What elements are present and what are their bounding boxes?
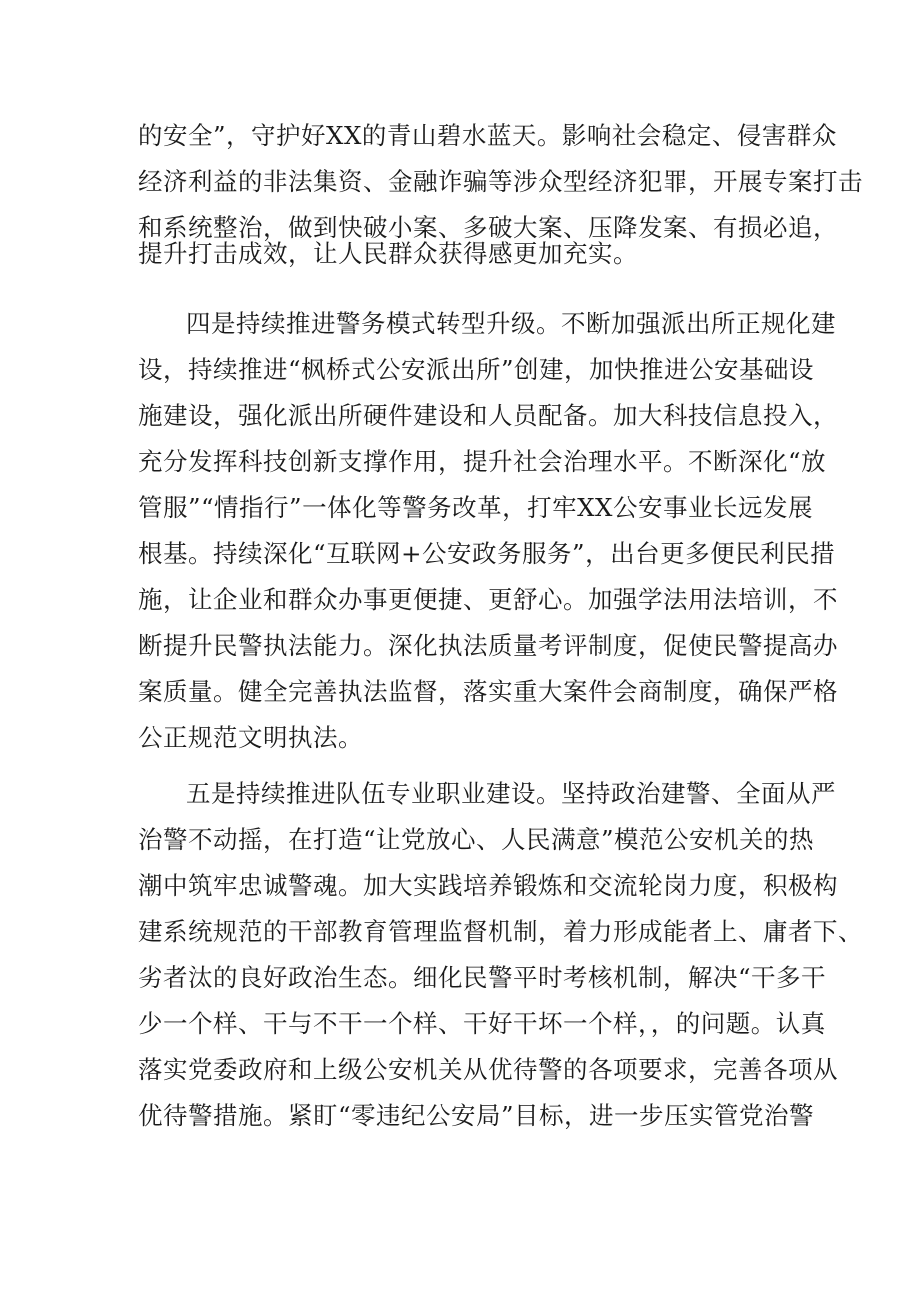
text-line: 充分发挥科技创新支撑作用，提升社会治理水平。不断深化“放 xyxy=(138,447,827,476)
text-line: 设，持续推进“枫桥式公安派出所”创建，加快推进公安基础设 xyxy=(138,355,815,384)
text-line: 案质量。健全完善执法监督，落实重大案件会商制度，确保严格 xyxy=(138,677,838,706)
text-line: 少一个样、干与不干一个样、干好干坏一个样，，的问题。认真 xyxy=(138,1009,826,1038)
text-line: 公正规范文明执法。 xyxy=(138,723,363,752)
text-line: 潮中筑牢忠诚警魂。加大实践培养锻炼和交流轮岗力度，积极构 xyxy=(138,871,838,900)
paragraph-first-line: 四是持续推进警务模式转型升级。不断加强派出所正规化建 xyxy=(186,309,836,338)
text-line: 经济利益的非法集资、金融诈骗等涉众型经济犯罪，开展专案打击 xyxy=(138,167,863,196)
text-line: 施，让企业和群众办事更便捷、更舒心。加强学法用法培训，不 xyxy=(138,585,838,614)
text-line: 施建设，强化派出所硬件建设和人员配备。加大科技信息投入， xyxy=(138,401,838,430)
paragraph-first-line: 五是持续推进队伍专业职业建设。坚持政治建警、全面从严 xyxy=(186,779,836,808)
text-line: 优待警措施。紧盯“零违纪公安局”目标，进一步压实管党治警 xyxy=(138,1101,815,1130)
text-line: 的安全”，守护好XX的青山碧水蓝天。影响社会稳定、侵害群众 xyxy=(138,121,837,150)
text-line: 提升打击成效，让人民群众获得感更加充实。 xyxy=(138,239,638,268)
text-line: 根基。持续深化“互联网+公安政务服务”，出台更多便民利民措 xyxy=(138,539,836,568)
text-line: 和系统整治，做到快破小案、多破大案、压降发案、有损必追， xyxy=(138,213,838,242)
text-line: 治警不动摇，在打造“让党放心、人民满意”模范公安机关的热 xyxy=(138,825,815,854)
text-line: 断提升民警执法能力。深化执法质量考评制度，促使民警提高办 xyxy=(138,631,838,660)
text-line: 建系统规范的干部教育管理监督机制，着力形成能者上、庸者下、 xyxy=(138,917,863,946)
text-line: 劣者汰的良好政治生态。细化民警平时考核机制，解决“干多干 xyxy=(138,963,827,992)
text-line: 落实党委政府和上级公安机关从优待警的各项要求，完善各项从 xyxy=(138,1055,838,1084)
text-line: 管服”“情指行”一体化等警务改革，打牢XX公安事业长远发展 xyxy=(138,493,813,522)
